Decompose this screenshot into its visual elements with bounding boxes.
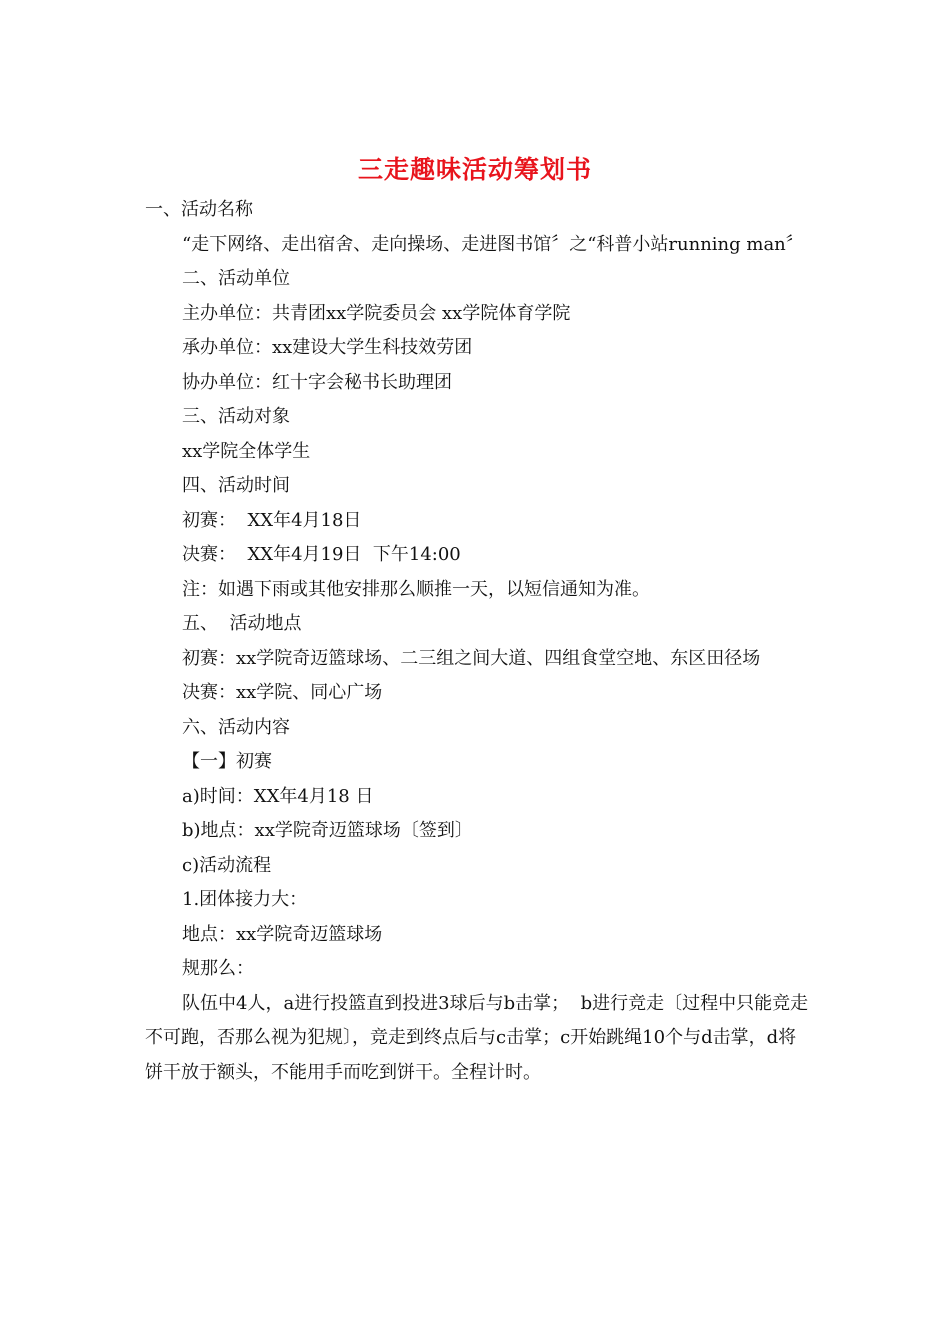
section-heading-time: 四、活动时间 xyxy=(182,475,290,496)
preliminary-place-item: b)地点：xx学院奇迈篮球场〔签到〕 xyxy=(182,820,473,841)
process-item: c)活动流程 xyxy=(182,854,272,876)
preliminary-location: 初赛：xx学院奇迈篮球场、二三组之间大道、四组食堂空地、东区田径场 xyxy=(182,647,761,669)
host-organizer: 主办单位：共青团xx学院委员会 xx学院体育学院 xyxy=(182,302,571,324)
activity-name-text: “走下网络、走出宿舍、走向操场、走进图书馆〞之“科普小站running man〞 xyxy=(182,233,804,255)
rules-heading: 规那么： xyxy=(182,958,254,979)
final-location: 决赛：xx学院、同心广场 xyxy=(182,682,383,703)
section-heading-activity-name: 一、活动名称 xyxy=(145,199,253,220)
section-heading-organizers: 二、活动单位 xyxy=(182,268,290,289)
preliminary-time: 初赛： XX年4月18日 xyxy=(182,509,362,531)
rules-text: 队伍中4人，a进行投篮直到投进3球后与b击掌； b进行竞走〔过程中只能竞走不可跑，否那么视为犯规〕，竞走到终点后与c击掌；c开始跳绳10个与d击掌，d将饼干放于额头，不能用手而吃到饼干。全程计时。 xyxy=(145,992,809,1083)
section-heading-audience: 三、活动对象 xyxy=(182,406,290,427)
document-body xyxy=(145,193,810,1090)
preliminary-date-item: a)时间：XX年4月18 日 xyxy=(182,785,374,807)
relay-heading: 1.团体接力大： xyxy=(182,889,308,910)
document-title: 三走趣味活动筹划书 xyxy=(357,155,592,184)
subsection-preliminary: 【一】初赛 xyxy=(182,751,272,772)
section-heading-content: 六、活动内容 xyxy=(182,716,290,738)
organizer-undertaker: 承办单位：xx建设大学生科技效劳团 xyxy=(182,337,473,358)
final-time: 决赛： XX年4月19日 下午14:00 xyxy=(182,544,461,565)
co-organizer: 协办单位：红十字会秘书长助理团 xyxy=(182,371,452,393)
section-heading-location: 五、 活动地点 xyxy=(182,613,302,634)
relay-location: 地点：xx学院奇迈篮球场 xyxy=(182,923,383,945)
audience-text: xx学院全体学生 xyxy=(182,440,311,462)
time-note: 注：如遇下雨或其他安排那么顺推一天，以短信通知为准。 xyxy=(182,578,650,600)
